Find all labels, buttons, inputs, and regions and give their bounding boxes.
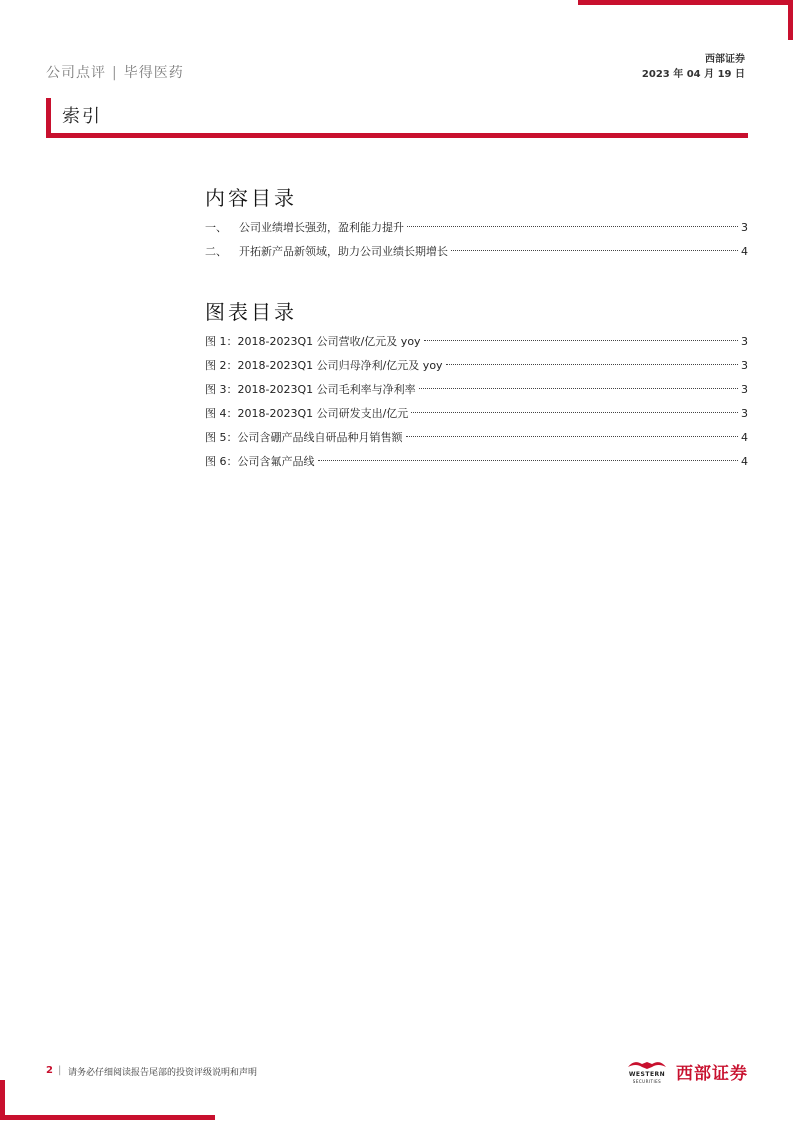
- footer-separator: |: [58, 1065, 62, 1076]
- corner-decoration-top-right: [578, 0, 793, 5]
- figure-entry[interactable]: [205, 354, 748, 378]
- figure-entry[interactable]: [205, 378, 748, 402]
- logo-english-text: WESTERN SECURITIES: [628, 1071, 666, 1084]
- figure-entry-label: 图 4：2018-2023Q1 公司研发支出/亿元: [205, 407, 409, 420]
- header-company: 毕得医药: [123, 65, 184, 81]
- corner-decoration-bottom-left: [0, 1115, 215, 1120]
- broker-logo: [624, 1057, 748, 1085]
- logo-chinese-text: 西部证券: [676, 1063, 748, 1084]
- figure-entry-page: 3: [741, 335, 748, 348]
- figures-toc-list: [205, 330, 748, 474]
- toc-leader-dots: [407, 226, 738, 227]
- toc-entry-page: 3: [741, 221, 748, 234]
- corner-decoration-top-right-vertical: [788, 0, 793, 40]
- figure-entry-label: 图 1：2018-2023Q1 公司营收/亿元及 yoy: [205, 335, 421, 348]
- figure-entry-page: 4: [741, 431, 748, 444]
- figures-toc: [205, 296, 748, 474]
- corner-decoration-bottom-left-vertical: [0, 1080, 5, 1120]
- page-footer: [46, 1063, 748, 1085]
- figures-toc-heading: 图表目录: [205, 300, 297, 324]
- toc-entry-label: 二、 开拓新产品新领域，助力公司业绩长期增长: [205, 240, 448, 264]
- figure-entry-label: 图 5：公司含硼产品线自研品种月销售额: [205, 431, 403, 444]
- toc-leader-dots: [411, 412, 738, 413]
- header-broker: 西部证券: [705, 54, 745, 65]
- toc-leader-dots: [406, 436, 739, 437]
- figure-entry-label: 图 3：2018-2023Q1 公司毛利率与净利率: [205, 383, 416, 396]
- toc-leader-dots: [419, 388, 738, 389]
- section-bar-underline: [46, 133, 748, 138]
- figure-entry[interactable]: [205, 426, 748, 450]
- toc-entry[interactable]: [205, 216, 748, 240]
- header-category: 公司点评: [46, 65, 106, 81]
- figure-entry-page: 3: [741, 359, 748, 372]
- toc-entry-label: 一、 公司业绩增长强劲，盈利能力提升: [205, 216, 404, 240]
- figure-entry-page: 3: [741, 383, 748, 396]
- toc-leader-dots: [318, 460, 739, 461]
- footer-page-number: 2: [46, 1065, 53, 1076]
- section-title-bar: [46, 98, 748, 138]
- header-date: 2023 年 04 月 19 日: [641, 69, 745, 80]
- figure-entry-label: 图 6：公司含氟产品线: [205, 455, 315, 468]
- toc-entry[interactable]: [205, 240, 748, 264]
- toc-entry-number: 二、: [205, 245, 227, 258]
- header-separator: |: [112, 65, 118, 81]
- toc-leader-dots: [446, 364, 738, 365]
- toc-leader-dots: [451, 250, 738, 251]
- footer-disclaimer: 请务必仔细阅读报告尾部的投资评级说明和声明: [68, 1068, 258, 1078]
- figure-entry-label: 图 2：2018-2023Q1 公司归母净利/亿元及 yoy: [205, 359, 443, 372]
- section-title: 索引: [62, 106, 102, 127]
- section-bar-accent: [46, 98, 51, 138]
- toc-entry-page: 4: [741, 245, 748, 258]
- figure-entry-page: 3: [741, 407, 748, 420]
- figure-entry-page: 4: [741, 455, 748, 468]
- contents-toc-list: [205, 216, 748, 264]
- figure-entry[interactable]: [205, 450, 748, 474]
- figure-entry[interactable]: [205, 330, 748, 354]
- figure-entry[interactable]: [205, 402, 748, 426]
- contents-toc: [205, 182, 748, 264]
- header-report-type: [46, 62, 184, 82]
- contents-toc-heading: 内容目录: [205, 186, 297, 210]
- bull-logo-icon: [624, 1057, 670, 1085]
- toc-leader-dots: [424, 340, 738, 341]
- toc-entry-number: 一、: [205, 221, 227, 234]
- header-broker-info: [642, 52, 745, 82]
